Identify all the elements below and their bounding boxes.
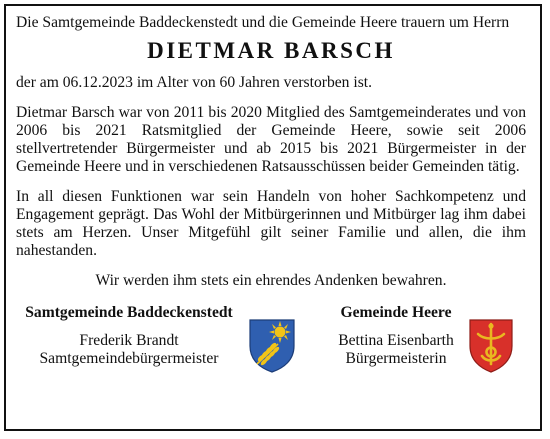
signature-baddeckenstedt <box>16 304 242 368</box>
death-line: der am 06.12.2023 im Alter von 60 Jahren verstorben ist. <box>16 74 372 91</box>
signatory-title: Samtgemeindebürgermeister <box>39 350 219 367</box>
biography-paragraph: Dietmar Barsch war von 2011 bis 2020 Mitglied des Samtgemeinderates und von 2006 bis 2021 Ratsmitglied der Gemeinde Heere, sowie seit 2006 stellvertretender Bürgermeister und ab 2015 bis 2021 Bürgermeister in der Gemeinde Heere und in verschiedenen Ratsausschüssen beider Gemeinden tätig. <box>16 104 526 175</box>
baddeckenstedt-coat-of-arms-icon <box>248 318 296 374</box>
tribute-paragraph: In all diesen Funktionen war sein Handeln von hoher Sachkompetenz und Engagement geprägt. Das Wohl der Mitbürgerinnen und Mitbürger lag ihm dabei stets am Herzen. Unser Mitgefühl gilt seiner Familie und allen, die ihm nahestanden. <box>16 188 526 259</box>
organization-name: Samtgemeinde Baddeckenstedt <box>25 304 233 321</box>
organization-name: Gemeinde Heere <box>340 304 452 321</box>
signatory-title: Bürgermeisterin <box>345 350 447 367</box>
signature-row <box>16 304 526 374</box>
signatory-name: Frederik Brandt <box>79 332 179 349</box>
deceased-name: DIETMAR BARSCH <box>147 38 395 63</box>
signatory-name: Bettina Eisenbarth <box>338 332 454 349</box>
heere-coat-of-arms-icon <box>468 318 514 374</box>
obituary-notice <box>16 14 526 374</box>
intro-text: Die Samtgemeinde Baddeckenstedt und die Gemeinde Heere trauern um Herrn <box>16 14 510 31</box>
closing-line: Wir werden ihm stets ein ehrendes Andenken bewahren. <box>95 272 447 289</box>
signature-heere <box>330 304 462 368</box>
